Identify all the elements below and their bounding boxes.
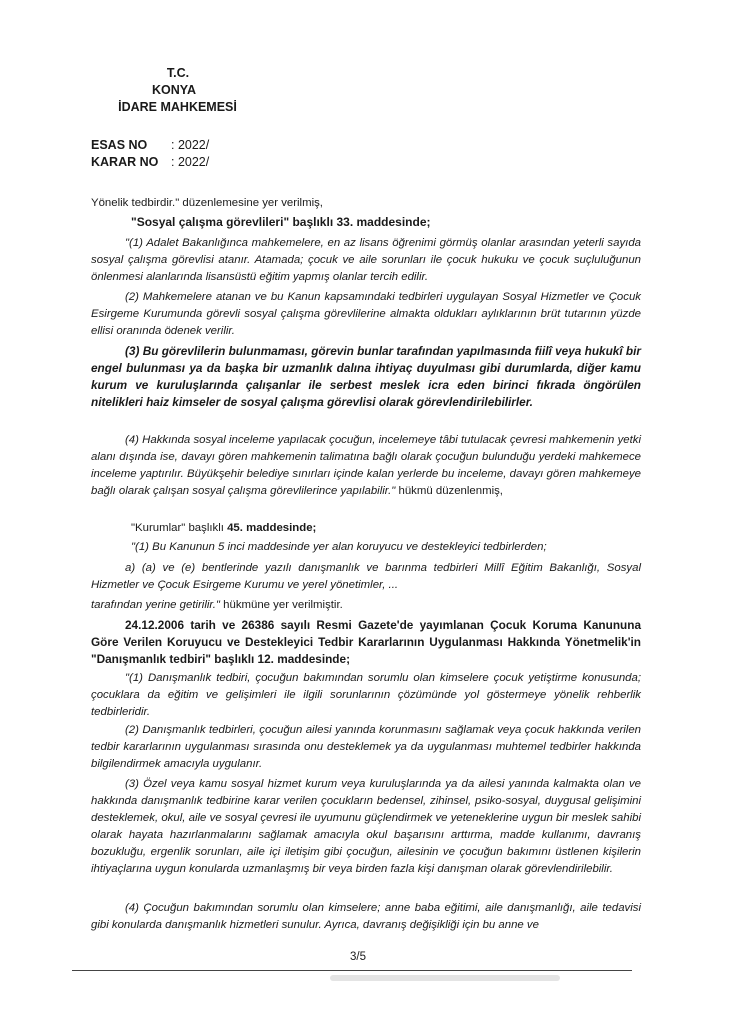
article-45-end-tail: hükmüne yer verilmiştir. — [219, 599, 343, 611]
header-city: KONYA — [152, 83, 196, 97]
paragraph-article-33-4 — [91, 432, 641, 500]
paragraph-article-45-end — [91, 597, 641, 614]
article-45-end-text: tarafından yerine getirilir." — [91, 599, 220, 611]
article-45-pre: "Kurumlar" başlıklı — [131, 522, 228, 534]
heading-article-45 — [91, 520, 641, 537]
paragraph-regulation-3: (3) Özel veya kamu sosyal hizmet kurum veya kuruluşlarında ya da ailesi yanında kalmakta olan ve hakkında danışmanlık tedbirine karar verilen çocukların bedensel, zihinsel, psiko-sosyal, duygusal gelişimini desteklemek, okul, aile ve sosyal çevresi ile uyumunu güçlendirmek ve yeteneklerine uygun bir meslek sahibi olarak hayata hazırlanmalarını sağlamak amacıyla okul başarısını arttırma, madde kullanımı, davranış bozukluğu, ergenlik sorunları, aile içi iletişim gibi çocuğun, ailesinin ve çocuğun bakımını üstlenen kişilerin ihtiyaçlarına uygun konularda uzmanlaşmış bir veya birden fazla kişi danışman olarak görevlendirilebilir. — [91, 778, 641, 875]
paragraph-1: Yönelik tedbirdir." düzenlemesine yer verilmiş, — [91, 197, 323, 209]
paragraph-article-45-a: a) (a) ve (e) bentlerinde yazılı danışmanlık ve barınma tedbirleri Millî Eğitim Bakanlığı, Sosyal Hizmetler ve Çocuk Esirgeme Kurumu ve yerel yönetimler, ... — [91, 562, 641, 591]
paragraph-regulation-4: (4) Çocuğun bakımından sorumlu olan kimselere; anne baba eğitimi, aile danışmanlığı, aile tedavisi gibi konularda danışmanlık hizmetleri sunulur. Ayrıca, davranış değişikliği için bu anne ve — [91, 902, 641, 931]
esas-value: : 2022/ — [171, 138, 210, 152]
footer-faint-mark — [330, 975, 560, 981]
paragraph-article-33-2: (2) Mahkemelere atanan ve bu Kanun kapsamındaki tedbirleri uygulayan Sosyal Hizmetler ve Çocuk Esirgeme Kurumunda görevli sosyal çalışma görevlilerine almakta oldukları aylıklarının brüt tutarının yüzde ellisi oranında ödenek verilir. — [91, 291, 641, 337]
heading-article-33: "Sosyal çalışma görevlileri" başlıklı 33. maddesinde; — [131, 215, 431, 229]
footer-divider — [72, 970, 632, 971]
karar-value: : 2022/ — [171, 155, 210, 169]
paragraph-article-33-3: (3) Bu görevlilerin bulunmaması, görevin bunlar tarafından yapılmasında fiilî veya hukukî bir engel bulunması ya da başka bir uzmanlık dalına ihtiyaç duyulması gibi durumlarda, diğer kamu kurum ve kuruluşlarında çalışanlar ile serbest meslek icra eden birinci fıkrada öngörülen nitelikleri haiz kimseler de sosyal çalışma görevlisi olarak görevlendirilebilirler. — [91, 344, 641, 409]
header-court: İDARE MAHKEMESİ — [118, 100, 237, 114]
paragraph-regulation-2: (2) Danışmanlık tedbirleri, çocuğun ailesi yanında korunmasını sağlamak veya çocuk hakkında verilen tedbir kararlarının uygulanması sırasında onu desteklemek ya da uygulanması muhtemel tedbirler hakkında bilgilendirmek amacıyla uygulanır. — [91, 724, 641, 770]
esas-label: ESAS NO — [91, 138, 148, 152]
paragraph-article-33-1: "(1) Adalet Bakanlığınca mahkemelere, en az lisans öğrenimi görmüş olanlar arasından yeterli sayıda sosyal çalışma görevlisi atanır. Atamada; çocuk ve aile sorunları ile çocuk hukuku ve çocuk suçluluğunun önlenmesi alanlarında lisansüstü eğitim yapmış olanlar tercih edilir. — [91, 237, 641, 283]
paragraph-regulation-1: "(1) Danışmanlık tedbiri, çocuğun bakımından sorumlu olan kimselere çocuk yetiştirme konusunda; çocuklara da eğitim ve gelişimleri ile ilgili sorunlarının çözümünde yol göstermeye yönelik rehberlik tedbirleridir. — [91, 672, 641, 718]
karar-label: KARAR NO — [91, 155, 159, 169]
paragraph-article-45-1: "(1) Bu Kanunun 5 inci maddesinde yer alan koruyucu ve destekleyici tedbirlerden; — [131, 541, 547, 553]
article-45-bold: 45. maddesinde; — [227, 522, 317, 534]
heading-regulation: 24.12.2006 tarih ve 26386 sayılı Resmi Gazete'de yayımlanan Çocuk Koruma Kanununa Göre Verilen Koruyucu ve Destekleyici Tedbir Kararlarının Uygulanması Hakkında Yönetmelik'in "Danışmanlık tedbiri" başlıklı 12. maddesinde; — [91, 618, 641, 666]
page-number: 3/5 — [350, 951, 366, 963]
karar-no-row — [91, 155, 209, 169]
article-33-4-tail: hükmü düzenlenmiş, — [395, 485, 503, 497]
article-33-4-text: (4) Hakkında sosyal inceleme yapılacak çocuğun, incelemeye tâbi tutulacak çevresi mahkemenin yetki alanı dışında ise, davayı gören mahkemenin talimatına bağlı olarak çocuğun bulunduğu yerdeki mahkemece inceleme yaptırılır. Büyükşehir belediye sınırları içinde kalan yerlerde bu inceleme, davayı gören mahkemeye bağlı olarak çalışan sosyal çalışma görevlilerince yapılabilir." — [91, 434, 641, 497]
esas-no-row — [91, 138, 209, 152]
header-tc: T.C. — [166, 66, 190, 80]
